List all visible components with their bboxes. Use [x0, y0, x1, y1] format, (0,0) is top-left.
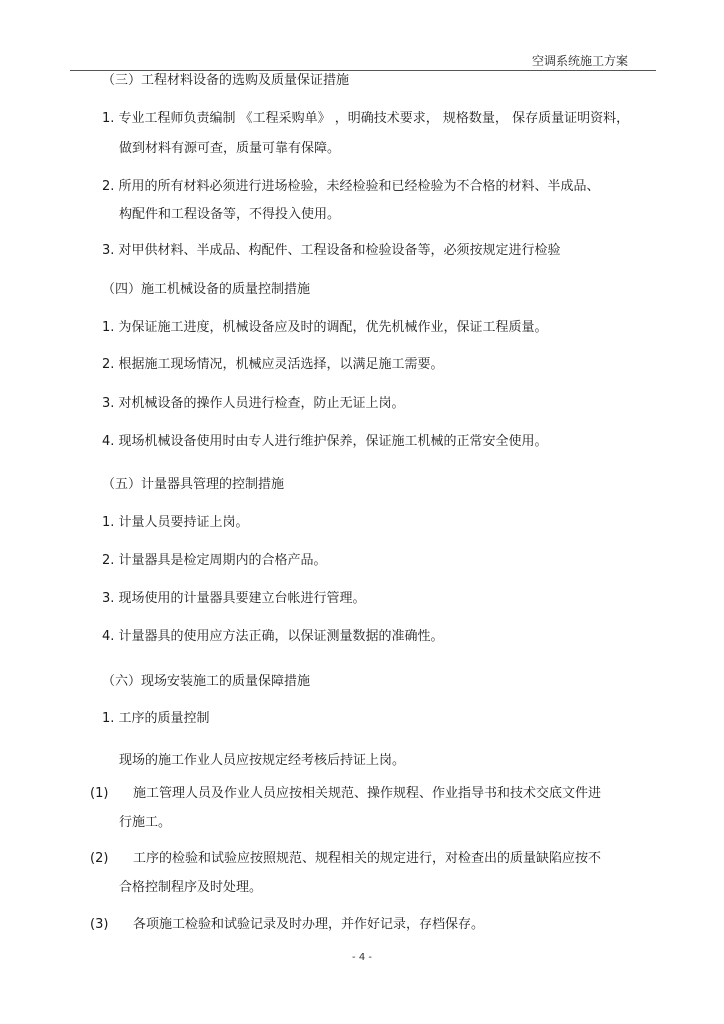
- list-item-continuation: 做到材料有源可查，质量可靠有保障。: [119, 141, 341, 156]
- section-heading-5: （五）计量器具管理的控制措施: [102, 477, 285, 492]
- sub-item-number: (1): [90, 786, 109, 801]
- sub-item: 施工管理人员及作业人员应按相关规范、操作规程、作业指导书和技术交底文件进: [133, 786, 602, 801]
- sub-item-continuation: 行施工。: [119, 815, 172, 830]
- list-item: 1. 计量人员要持证上岗。: [102, 515, 249, 530]
- sub-item: 工序的检验和试验应按照规范、规程相关的规定进行，对检查出的质量缺陷应按不: [133, 851, 602, 866]
- list-item: 2. 所用的所有材料必须进行进场检验，未经检验和已经检验为不合格的材料、半成品、: [102, 179, 600, 194]
- page-number: - 4 -: [352, 952, 372, 963]
- sub-item-number: (3): [90, 917, 109, 932]
- list-item: 1. 为保证施工进度，机械设备应及时的调配，优先机械作业，保证工程质量。: [102, 320, 548, 335]
- list-item: 1. 专业工程师负责编制 《工程采购单》 ，明确技术要求， 规格数量， 保存质量证明资料，: [102, 111, 630, 126]
- list-item: 2. 计量器具是检定周期内的合格产品。: [102, 553, 327, 568]
- sub-item-continuation: 合格控制程序及时处理。: [119, 880, 263, 895]
- page-header: [0, 50, 724, 72]
- section-heading-6: （六）现场安装施工的质量保障措施: [102, 674, 311, 689]
- document-title: 空调系统施工方案: [531, 54, 628, 68]
- list-item: 1. 工序的质量控制: [102, 711, 210, 726]
- section-heading-3: （三）工程材料设备的选购及质量保证措施: [102, 73, 350, 88]
- sub-item: 各项施工检验和试验记录及时办理，并作好记录，存档保存。: [133, 917, 485, 932]
- list-item: 2. 根据施工现场情况，机械应灵活选择，以满足施工需要。: [102, 357, 444, 372]
- list-item-continuation: 构配件和工程设备等，不得投入使用。: [119, 207, 341, 222]
- list-item: 4. 计量器具的使用应方法正确，以保证测量数据的准确性。: [102, 629, 444, 644]
- paragraph: 现场的施工作业人员应按规定经考核后持证上岗。: [119, 753, 406, 768]
- header-divider: [70, 70, 656, 71]
- list-item: 3. 对机械设备的操作人员进行检查，防止无证上岗。: [102, 396, 405, 411]
- section-heading-4: （四）施工机械设备的质量控制措施: [102, 282, 311, 297]
- list-item: 3. 现场使用的计量器具要建立台帐进行管理。: [102, 591, 366, 606]
- sub-item-number: (2): [90, 851, 109, 866]
- list-item: 4. 现场机械设备使用时由专人进行维护保养，保证施工机械的正常安全使用。: [102, 434, 548, 449]
- list-item: 3. 对甲供材料、半成品、构配件、工程设备和检验设备等，必须按规定进行检验: [102, 243, 561, 258]
